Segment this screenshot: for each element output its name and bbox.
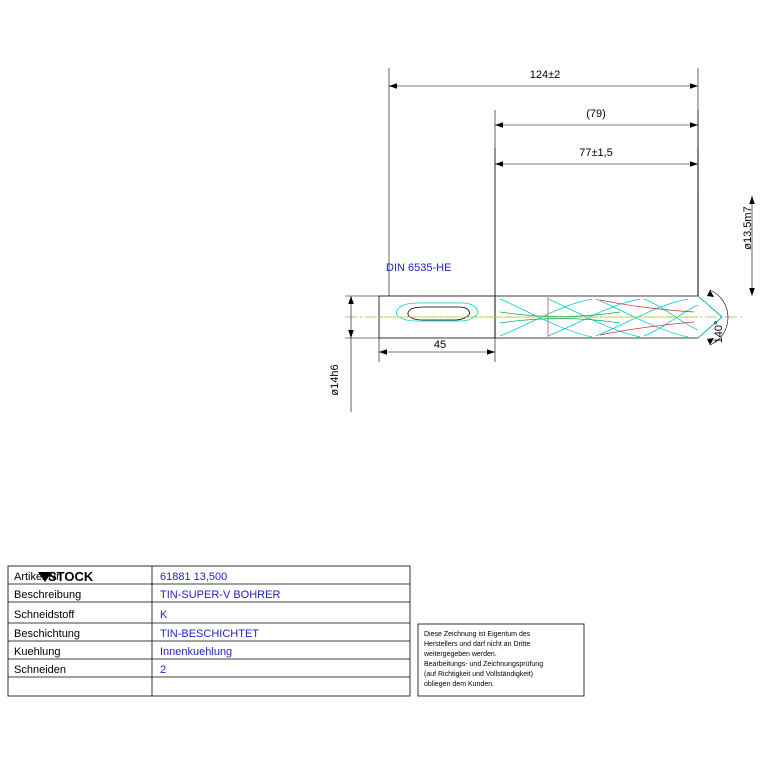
dimension-flute-reference-text: (79) <box>586 108 606 120</box>
dimension-cutting-diameter-text: ø13,5m7 <box>742 206 754 250</box>
legal-note-line-5: (auf Richtigkeit und Vollständigkeit) <box>424 671 533 678</box>
dimension-shank-length <box>379 338 495 362</box>
din-standard-label: DIN 6535-HE <box>386 262 452 274</box>
drill-tool-geometry <box>345 290 742 345</box>
title-block-value-schneidstoff: K <box>160 609 168 621</box>
legal-note-box <box>418 624 584 696</box>
title-block-value-kuehlung: Innenkuehlung <box>160 646 233 658</box>
dimension-shank-diameter <box>329 296 379 412</box>
legal-note-line-1: Diese Zeichnung ist Eigentum des <box>424 631 531 638</box>
title-block-label-kuehlung: Kuehlung <box>14 646 61 658</box>
legal-note-line-2: Herstellers und darf nicht an Dritte <box>424 641 531 648</box>
title-block-value-schneiden: 2 <box>160 664 167 676</box>
title-block-value-beschichtung: TIN-BESCHICHTET <box>160 628 259 640</box>
legal-note-line-4: Bearbeitungs- und Zeichnungsprüfung <box>424 661 544 668</box>
title-block-label-artikel-nr: Artikel-Nr. <box>14 571 63 583</box>
dimension-shank-length-text: 45 <box>433 339 447 351</box>
legal-note-line-3: weitergegeben werden. <box>424 651 497 658</box>
dimension-overall-length-text: 124±2 <box>529 69 561 81</box>
title-block-label-beschreibung: Beschreibung <box>14 589 82 601</box>
dimension-shank-diameter-text: ø14h6 <box>329 364 341 396</box>
title-block-value-artikel-nr: 61881 13,500 <box>160 571 228 583</box>
company-logo-text: STOCK <box>48 569 94 584</box>
dimension-point-angle-text: 140° <box>713 320 725 344</box>
legal-note-line-6: obliegen dem Kunden. <box>424 681 495 688</box>
title-block <box>8 566 410 696</box>
title-block-label-beschichtung: Beschichtung <box>14 628 81 640</box>
dimension-cutting-diameter <box>698 190 755 296</box>
dimension-flute-reference <box>495 108 698 296</box>
title-block-label-schneidstoff: Schneidstoff <box>14 609 75 621</box>
title-block-label-schneiden: Schneiden <box>14 664 66 676</box>
dimension-flute-length-text: 77±1,5 <box>579 147 613 159</box>
title-block-value-beschreibung: TIN-SUPER-V BOHRER <box>160 589 281 601</box>
dimension-flute-length <box>495 147 698 296</box>
